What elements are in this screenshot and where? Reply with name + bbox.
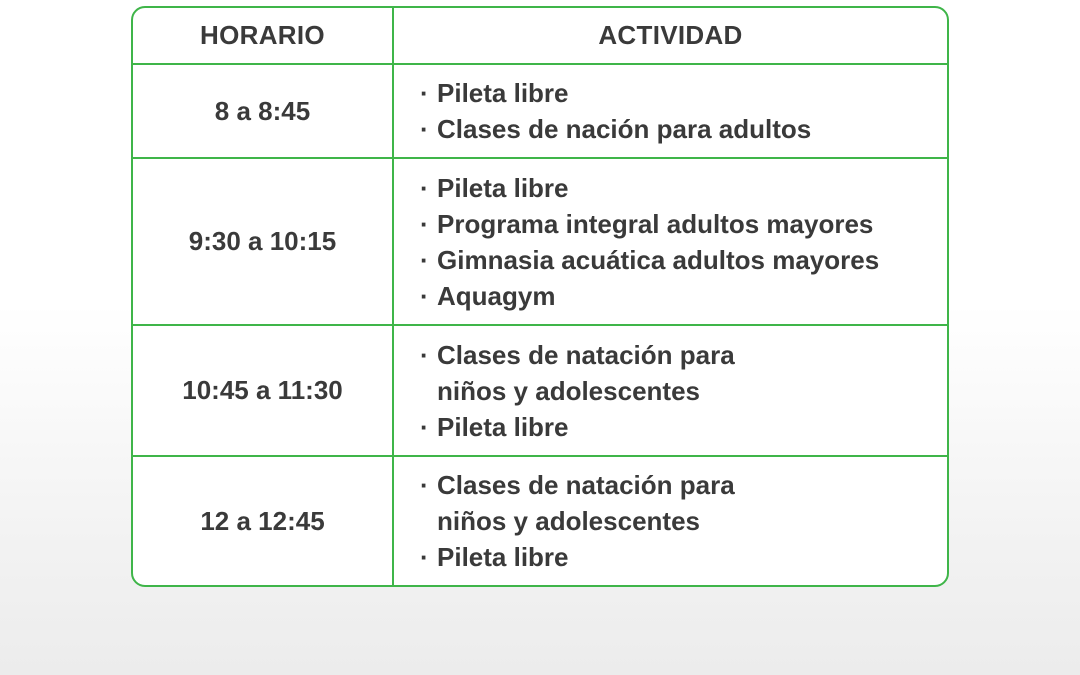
activity-text: Programa integral adultos mayores: [437, 208, 874, 239]
header-activity: ACTIVIDAD: [394, 8, 947, 65]
activity-item: [420, 467, 947, 539]
row-time: 10:45 a 11:30: [133, 326, 394, 457]
row-time: 12 a 12:45: [133, 457, 394, 585]
row-time: 9:30 a 10:15: [133, 159, 394, 326]
bullet: ·: [420, 208, 429, 239]
bullet: ·: [420, 78, 429, 108]
activity-text: Aquagym: [437, 280, 556, 311]
activity-text: Clases de natación para niños y adolescentes: [437, 339, 735, 406]
activity-text: Clases de nación para adultos: [437, 114, 812, 144]
activity-item: [420, 337, 947, 409]
activity-item: [420, 111, 947, 147]
activity-text: Pileta libre: [437, 411, 569, 442]
schedule-table: [131, 6, 949, 587]
activity-text: Pileta libre: [437, 542, 569, 572]
bullet: ·: [420, 542, 429, 572]
row-activities: [394, 457, 947, 585]
activity-item: [420, 409, 947, 445]
activity-item: [420, 242, 947, 278]
row-activities: [394, 65, 947, 159]
activity-text: Clases de natación para niños y adolescentes: [437, 470, 735, 536]
activity-item: [420, 278, 947, 314]
row-time: 8 a 8:45: [133, 65, 394, 159]
activity-item: [420, 206, 947, 242]
row-activities: [394, 159, 947, 326]
bullet: ·: [420, 114, 429, 144]
activity-item: [420, 170, 947, 206]
bullet: ·: [420, 470, 429, 500]
bullet: ·: [420, 244, 429, 275]
bullet: ·: [420, 280, 429, 311]
header-time: HORARIO: [133, 8, 394, 65]
row-activities: [394, 326, 947, 457]
activity-text: Gimnasia acuática adultos mayores: [437, 244, 880, 275]
activity-text: Pileta libre: [437, 78, 569, 108]
bullet: ·: [420, 411, 429, 442]
activity-item: [420, 75, 947, 111]
bullet: ·: [420, 172, 429, 203]
activity-text: Pileta libre: [437, 172, 569, 203]
activity-item: [420, 539, 947, 575]
bullet: ·: [420, 339, 429, 370]
